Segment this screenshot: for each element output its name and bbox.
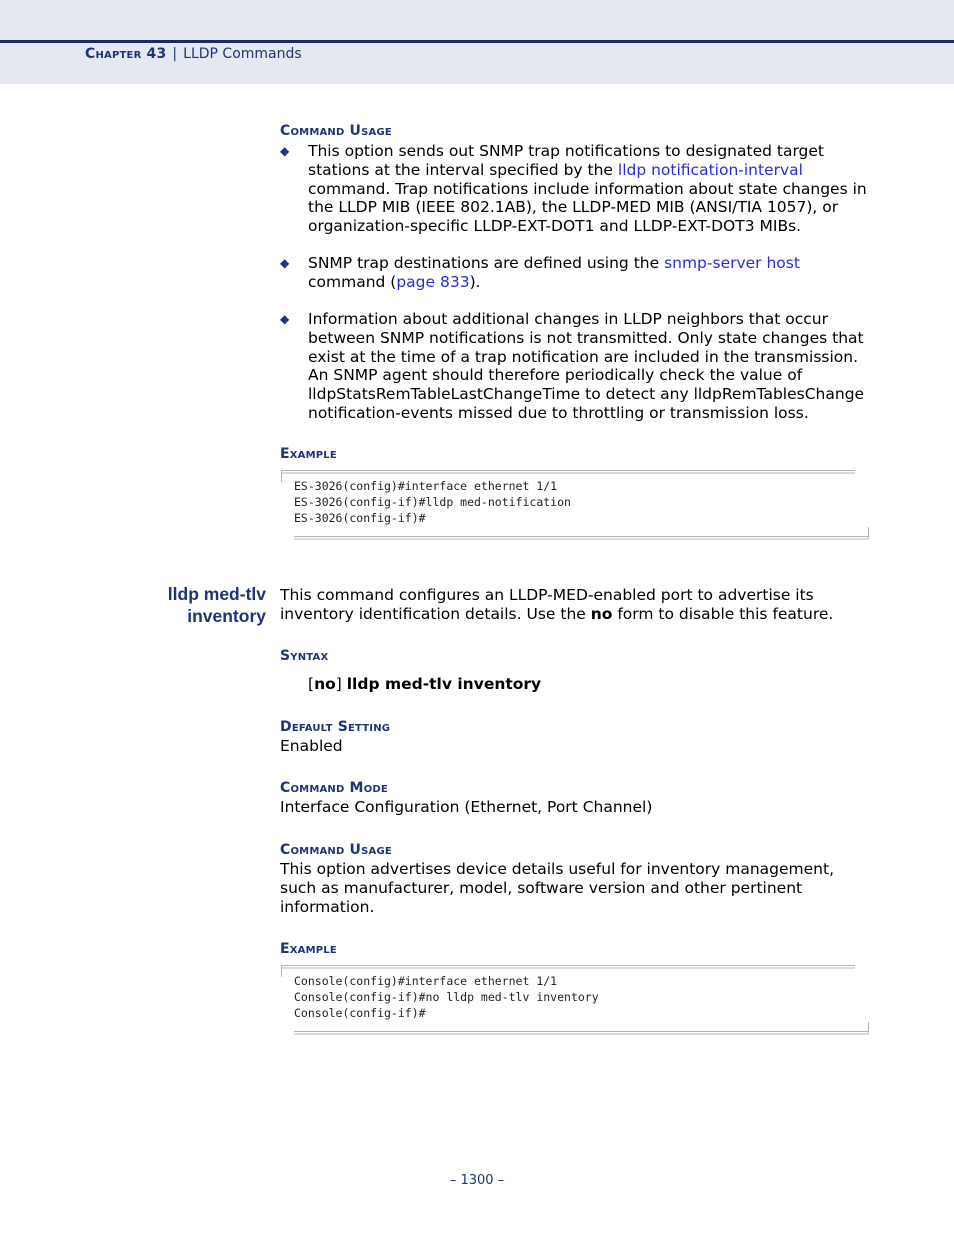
example-heading-1: Example <box>280 446 337 462</box>
running-header <box>85 46 302 62</box>
default-setting-heading: Default Setting <box>280 719 391 735</box>
default-setting-value: Enabled <box>280 737 343 755</box>
command-usage-heading-2: Command Usage <box>280 842 392 858</box>
command-mode-heading: Command Mode <box>280 780 388 796</box>
usage-bullet-1-text: This option sends out SNMP trap notifications to designated target stations at the interval specified by the lldp notification-interval command. Trap notifications include information about state changes in the LLDP MIB (IEEE 802.1AB), the LLDP-MED MIB (ANSI/TIA 1057), or organization-specific LLDP-EXT-DOT1 and LLDP-EXT-DOT3 MIBs. <box>308 142 867 236</box>
command-description: This command configures an LLDP-MED-enabled port to advertise its inventory identification details. Use the no form to disable this feature. <box>280 586 834 623</box>
syntax-heading: Syntax <box>280 648 329 664</box>
chapter-label: Chapter 43 <box>85 46 167 62</box>
usage-bullet-3-text: Information about additional changes in LLDP neighbors that occur between SNMP notifications is not transmitted. Only state changes that exist at the time of a trap notification are included in the transmission. An SNMP agent should therefore periodically check the value of lldpStatsRemTableLastChangeTime to detect any lldpRemTablesChange notification-events missed due to throttling or transmission loss. <box>308 310 865 422</box>
command-usage-text: This option advertises device details useful for inventory management, such as manufacturer, model, software version and other pertinent information. <box>280 860 835 916</box>
code-example-1-text: ES-3026(config)#interface ethernet 1/1 ES-3026(config-if)#lldp med-notification ES-3026(config-if)# <box>294 479 571 525</box>
page-number: – 1300 – <box>449 1173 505 1188</box>
syntax-line: [no] lldp med-tlv inventory <box>308 675 542 693</box>
diamond-bullet-icon: ◆ <box>280 144 290 158</box>
header-separator: | <box>172 46 178 62</box>
header-rule <box>0 40 954 43</box>
chapter-title: LLDP Commands <box>183 46 302 62</box>
code-example-2-text: Console(config)#interface ethernet 1/1 Console(config-if)#no lldp med-tlv inventory Console(config-if)# <box>294 974 599 1020</box>
code-example-1 <box>281 470 869 540</box>
command-usage-heading: Command Usage <box>280 123 392 139</box>
diamond-bullet-icon: ◆ <box>280 312 290 326</box>
example-heading-2: Example <box>280 941 337 957</box>
usage-bullet-2-text: SNMP trap destinations are defined using the snmp-server host command (page 833). <box>308 254 800 291</box>
link-snmp-server-host[interactable]: snmp-server host <box>664 254 800 272</box>
command-title: lldp med-tlv inventory <box>167 584 266 626</box>
diamond-bullet-icon: ◆ <box>280 256 290 270</box>
code-example-2 <box>281 965 869 1035</box>
link-page-833[interactable]: page 833 <box>396 272 470 291</box>
link-lldp-notification-interval[interactable]: lldp notification-interval <box>617 160 803 179</box>
command-mode-value: Interface Configuration (Ethernet, Port Channel) <box>280 798 653 816</box>
